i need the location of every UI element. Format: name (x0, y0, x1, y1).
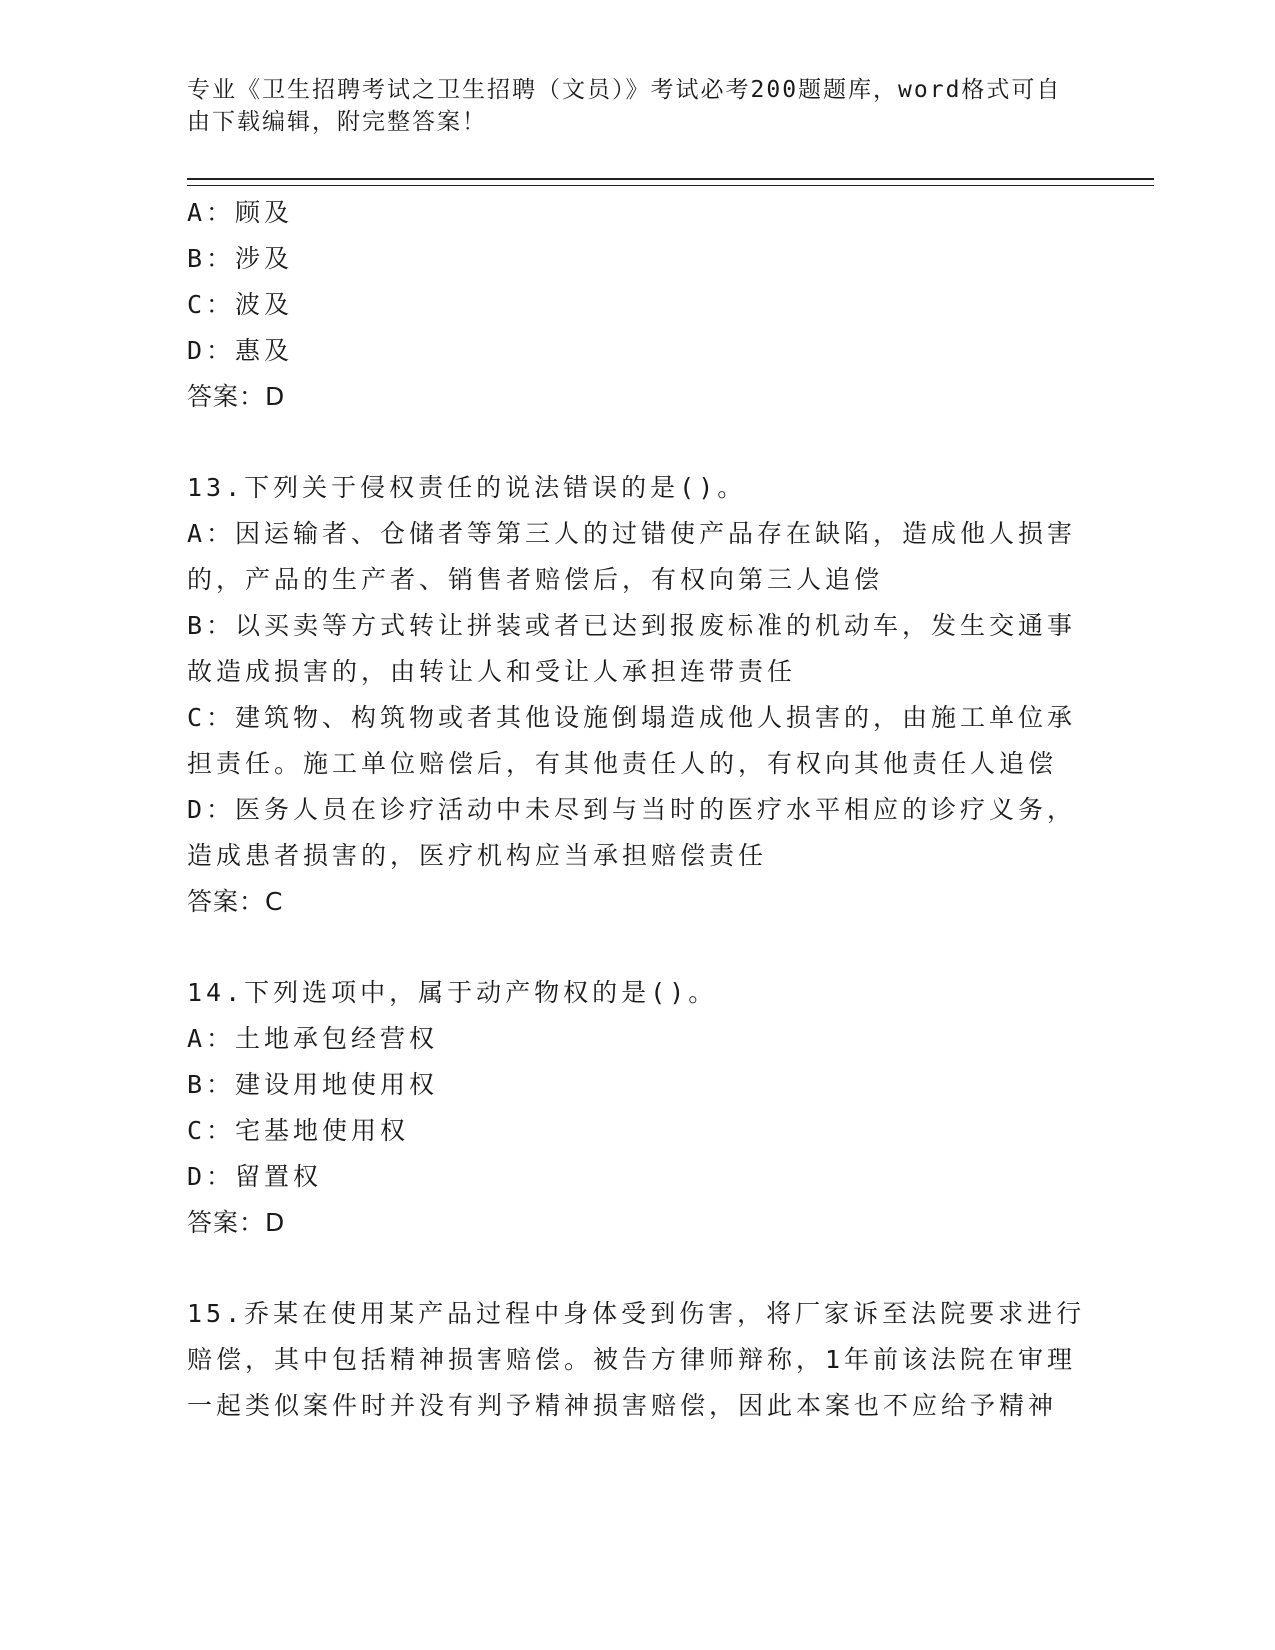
header-line-1: 专业《卫生招聘考试之卫生招聘（文员）》考试必考200题题库，word格式可自 (187, 77, 1062, 103)
question-stem: 14.下列选项中，属于动产物权的是()。 (187, 978, 718, 1007)
header-line-2: 由下载编辑，附完整答案！ (187, 109, 487, 135)
option-c-line-1: C：建筑物、构筑物或者其他设施倒塌造成他人损害的，由施工单位承 (187, 703, 1077, 732)
document-body (187, 190, 1087, 1429)
option-d: D：留置权 (187, 1162, 323, 1191)
header-divider (187, 178, 1154, 186)
option-a: A：土地承包经营权 (187, 1024, 439, 1053)
question-stem-line-3: 一起类似案件时并没有判予精神损害赔偿，因此本案也不应给予精神 (187, 1391, 1058, 1420)
option-a: A：顾及 (187, 198, 294, 227)
spacer (187, 420, 1087, 465)
question-14 (187, 970, 1087, 1246)
question-stem-line-2: 赔偿，其中包括精神损害赔偿。被告方律师辩称，1年前该法院在审理 (187, 1345, 1077, 1374)
question-13 (187, 465, 1087, 925)
answer: 答案：D (187, 1208, 286, 1237)
option-a-line-2: 的，产品的生产者、销售者赔偿后，有权向第三人追偿 (187, 565, 884, 594)
question-15 (187, 1291, 1087, 1429)
spacer (187, 1246, 1087, 1291)
question-stem: 13.下列关于侵权责任的说法错误的是()。 (187, 473, 747, 502)
option-c: C：波及 (187, 290, 294, 319)
option-c-line-2: 担责任。施工单位赔偿后，有其他责任人的，有权向其他责任人追偿 (187, 749, 1058, 778)
option-a-line-1: A：因运输者、仓储者等第三人的过错使产品存在缺陷，造成他人损害 (187, 519, 1077, 548)
option-b: B：建设用地使用权 (187, 1070, 439, 1099)
option-d-line-2: 造成患者损害的，医疗机构应当承担赔偿责任 (187, 841, 768, 870)
option-b-line-1: B：以买卖等方式转让拼装或者已达到报废标准的机动车，发生交通事 (187, 611, 1077, 640)
option-d: D：惠及 (187, 336, 294, 365)
question-12 (187, 190, 1087, 420)
question-stem-line-1: 15.乔某在使用某产品过程中身体受到伤害，将厂家诉至法院要求进行 (187, 1299, 1086, 1328)
option-b-line-2: 故造成损害的，由转让人和受让人承担连带责任 (187, 657, 797, 686)
option-d-line-1: D：医务人员在诊疗活动中未尽到与当时的医疗水平相应的诊疗义务， (187, 795, 1077, 824)
spacer (187, 925, 1087, 970)
answer: 答案：D (187, 382, 286, 411)
page-header (187, 74, 1067, 138)
option-b: B：涉及 (187, 244, 294, 273)
answer: 答案：C (187, 887, 284, 916)
option-c: C：宅基地使用权 (187, 1116, 410, 1145)
